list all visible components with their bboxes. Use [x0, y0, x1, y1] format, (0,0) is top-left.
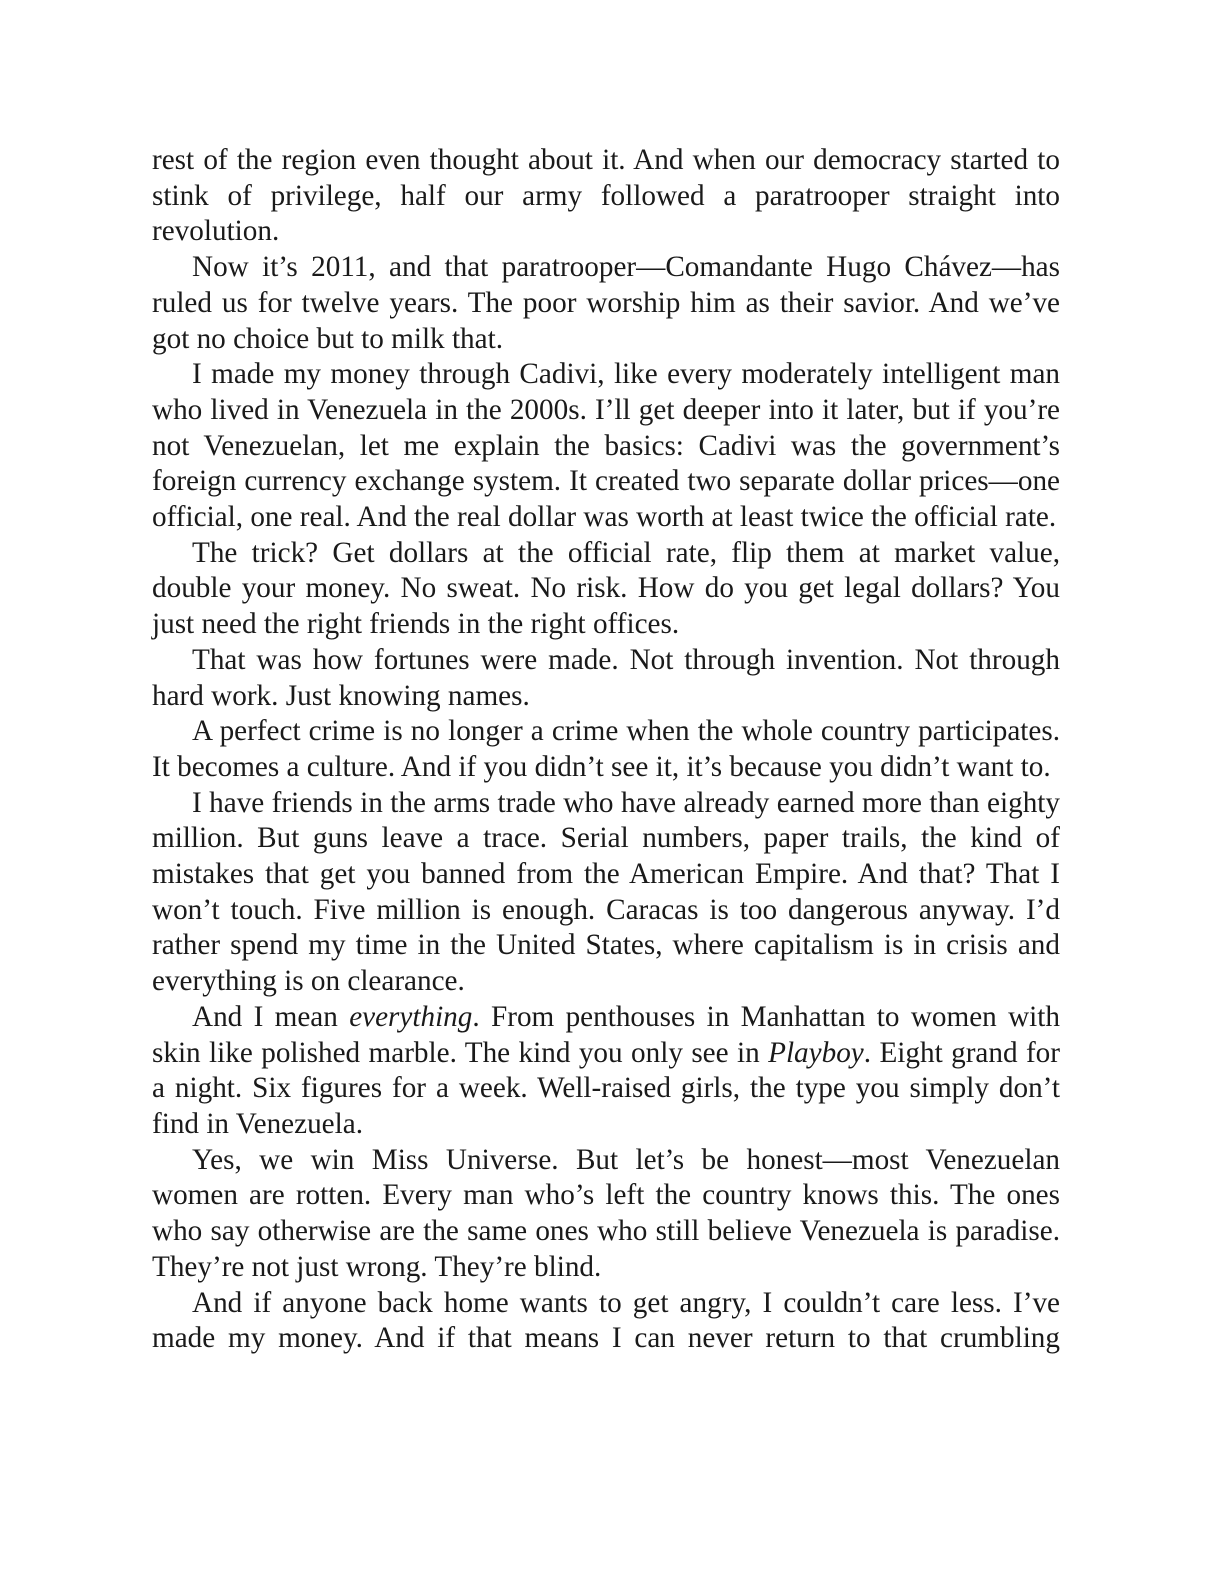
paragraph-text: A perfect crime is no longer a crime when the whole country participates. It becomes a culture. And if you didn’t see it, it’s because you didn’t want to. — [152, 715, 1060, 783]
paragraph — [152, 250, 1060, 357]
paragraph — [152, 143, 1060, 250]
italic-title: Playboy — [768, 1036, 864, 1069]
paragraph-text: I have friends in the arms trade who have already earned more than eighty million. But guns leave a trace. Serial numbers, paper trails, the kind of mistakes that get you banned from the American Empire. And that? That I won’t touch. Five million is enough. Caracas is too dangerous anyway. I’d rather spend my time in the United States, where capitalism is in crisis and everything is on clearance. — [152, 786, 1060, 998]
paragraph-text: That was how fortunes were made. Not through invention. Not through hard work. Just knowing names. — [152, 643, 1060, 712]
paragraph — [152, 536, 1060, 643]
page-body — [152, 143, 1060, 1357]
paragraph-text: The trick? Get dollars at the official rate, flip them at market value, double your money. No sweat. No risk. How do you get legal dollars? You just need the right friends in the right offices. — [152, 536, 1060, 641]
paragraph — [152, 786, 1060, 1000]
paragraph — [152, 714, 1060, 785]
paragraph-text: . From penthouses in Manhattan to women with skin like polished marble. The kind you only see in — [152, 1000, 1060, 1069]
paragraph — [152, 1286, 1060, 1357]
paragraph-text: And if anyone back home wants to get angry, I couldn’t care less. I’ve made my money. And if that means I can never return to that crumbling — [152, 1286, 1060, 1355]
paragraph-text: rest of the region even thought about it. And when our democracy started to stink of privilege, half our army followed a paratrooper straight into revolution. — [152, 144, 1060, 248]
paragraph-text: Yes, we win Miss Universe. But let’s be honest—most Venezuelan women are rotten. Every man who’s left the country knows this. The ones who say otherwise are the same ones who still believe Venezuela is paradise. They’re not just wrong. They’re blind. — [152, 1143, 1060, 1283]
paragraph-text: I made my money through Cadivi, like every moderately intelligent man who lived in Venezuela in the 2000s. I’ll get deeper into it later, but if you’re not Venezuelan, let me explain the basics: Cadivi was the government’s foreign currency exchange system. It created two separate dollar prices—one official, one real. And the real dollar was worth at least twice the official rate. — [152, 358, 1060, 534]
paragraph — [152, 1000, 1060, 1143]
italic-emphasis: everything — [349, 1000, 473, 1033]
paragraph-text: And I mean — [192, 1000, 350, 1033]
paragraph — [152, 1143, 1060, 1286]
paragraph-text: . Eight grand for a night. Six figures for a week. Well-raised girls, the type you simply don’t find in Venezuela. — [152, 1036, 1060, 1140]
paragraph — [152, 643, 1060, 714]
paragraph — [152, 357, 1060, 536]
paragraph-text: Now it’s 2011, and that paratrooper—Comandante Hugo Chávez—has ruled us for twelve years. The poor worship him as their savior. And we’ve got no choice but to milk that. — [152, 251, 1060, 355]
